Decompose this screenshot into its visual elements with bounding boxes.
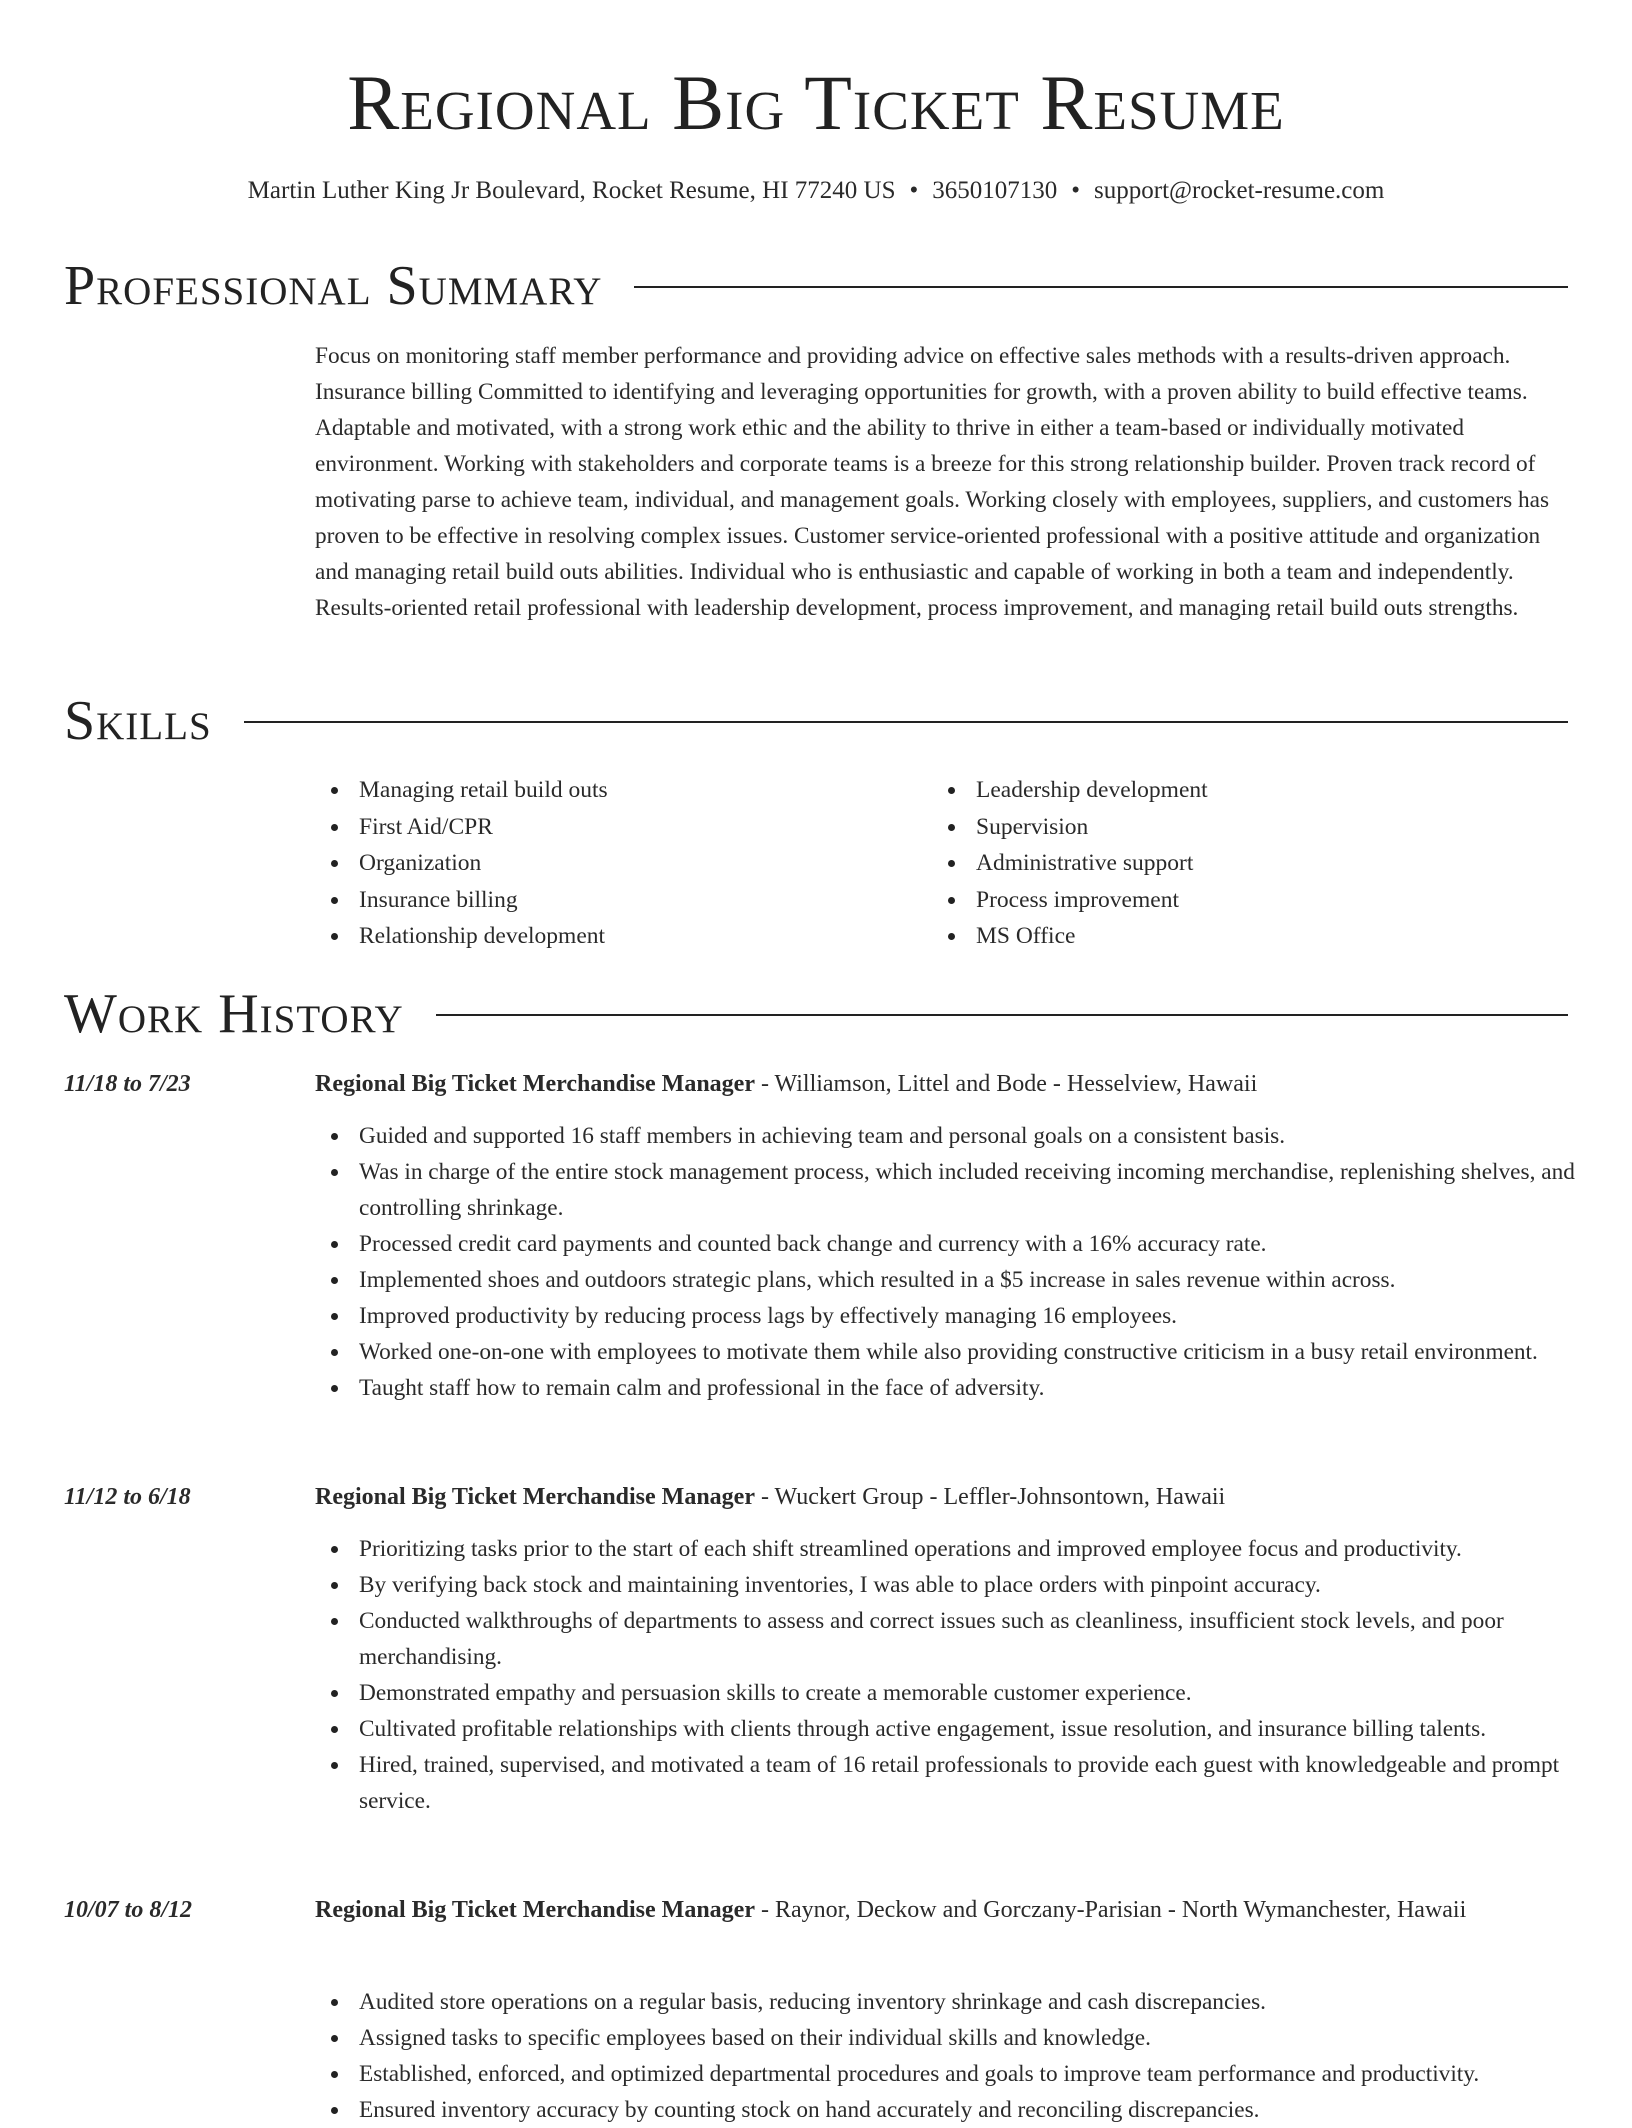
job-bullet: Processed credit card payments and counted back change and currency with a 16% accuracy rate. bbox=[359, 1226, 1615, 1262]
job-title: Regional Big Ticket Merchandise Manager bbox=[315, 1071, 755, 1097]
job-bullet: Was in charge of the entire stock management process, which included receiving incoming merchandise, replenishing shelves, and controlling shrinkage. bbox=[359, 1154, 1615, 1226]
skills-list-right bbox=[932, 772, 1208, 955]
job-bullet: Implemented shoes and outdoors strategic plans, which resulted in a $5 increase in sales revenue within across. bbox=[359, 1262, 1615, 1298]
job-bullet: Assigned tasks to specific employees based on their individual skills and knowledge. bbox=[359, 2020, 1615, 2056]
job-bullet: Taught staff how to remain calm and professional in the face of adversity. bbox=[359, 1370, 1615, 1406]
section-divider bbox=[436, 1014, 1568, 1016]
job-dates: 11/18 to 7/23 bbox=[64, 1071, 191, 1097]
skill-item: Process improvement bbox=[976, 882, 1208, 919]
job-bullet: Prioritizing tasks prior to the start of each shift streamlined operations and improved employee focus and productivity. bbox=[359, 1531, 1615, 1567]
summary-section-header bbox=[64, 254, 1568, 318]
contact-line bbox=[0, 174, 1632, 208]
skills-heading: Skills bbox=[64, 690, 212, 752]
skill-item: First Aid/CPR bbox=[359, 809, 608, 846]
job-title: Regional Big Ticket Merchandise Manager bbox=[315, 1484, 755, 1510]
skill-item: Leadership development bbox=[976, 772, 1208, 809]
job-bullet: Guided and supported 16 staff members in achieving team and personal goals on a consistent basis. bbox=[359, 1118, 1615, 1154]
job-bullets bbox=[315, 1984, 1615, 2128]
job-bullet: Conducted walkthroughs of departments to assess and correct issues such as cleanliness, insufficient stock levels, and poor merchandising. bbox=[359, 1603, 1615, 1675]
contact-email: support@rocket-resume.com bbox=[1094, 177, 1385, 204]
contact-address: Martin Luther King Jr Boulevard, Rocket Resume, HI 77240 US bbox=[247, 177, 896, 204]
skill-item: Relationship development bbox=[359, 918, 608, 955]
skills-section-header bbox=[64, 689, 1568, 753]
job-dates: 10/07 to 8/12 bbox=[64, 1897, 193, 1923]
contact-separator: • bbox=[1071, 177, 1081, 204]
resume-name: Regional Big Ticket Resume bbox=[347, 59, 1285, 146]
job-bullets bbox=[315, 1118, 1615, 1406]
job-bullet: Established, enforced, and optimized departmental procedures and goals to improve team performance and productivity. bbox=[359, 2056, 1615, 2092]
section-divider bbox=[634, 286, 1568, 288]
work-heading: Work History bbox=[64, 983, 404, 1045]
summary-heading: Professional Summary bbox=[64, 255, 603, 317]
job-bullet: Cultivated profitable relationships with clients through active engagement, issue resolution, and insurance billing talents. bbox=[359, 1711, 1615, 1747]
skill-item: Insurance billing bbox=[359, 882, 608, 919]
job-header bbox=[315, 1477, 1571, 1517]
skill-item: Supervision bbox=[976, 809, 1208, 846]
job-dates: 11/12 to 6/18 bbox=[64, 1484, 191, 1510]
job-bullet: Worked one-on-one with employees to motivate them while also providing constructive criticism in a busy retail environment. bbox=[359, 1334, 1615, 1370]
summary-text: Focus on monitoring staff member performance and providing advice on effective sales methods with a results-driven approach. Insurance billing Committed to identifying and leveraging opportunities for growth, with a proven ability to build effective teams. Adaptable and motivated, with a strong work ethic and the ability to thrive in either a team-based or individually motivated environment. Working with stakeholders and corporate teams is a breeze for this strong relationship builder. Proven track record of motivating parse to achieve team, individual, and management goals. Working closely with employees, suppliers, and customers has proven to be effective in resolving complex issues. Customer service-oriented professional with a positive attitude and organization and managing retail build outs abilities. Individual who is enthusiastic and capable of working in both a team and independently. Results-oriented retail professional with leadership development, process improvement, and managing retail build outs strengths. bbox=[315, 343, 1550, 621]
job-bullet: By verifying back stock and maintaining inventories, I was able to place orders with pinpoint accuracy. bbox=[359, 1567, 1615, 1603]
job-bullet: Ensured inventory accuracy by counting stock on hand accurately and reconciling discrepancies. bbox=[359, 2092, 1615, 2128]
skill-item: Organization bbox=[359, 845, 608, 882]
skill-item: MS Office bbox=[976, 918, 1208, 955]
work-section-header bbox=[64, 982, 1568, 1046]
section-divider bbox=[244, 721, 1568, 723]
job-details: - Wuckert Group - Leffler-Johnsontown, Hawaii bbox=[754, 1484, 1226, 1510]
skills-list-left bbox=[315, 772, 608, 955]
job-title: Regional Big Ticket Merchandise Manager bbox=[315, 1897, 755, 1923]
job-details: - Raynor, Deckow and Gorczany-Parisian - North Wymanchester, Hawaii bbox=[754, 1897, 1467, 1923]
job-bullet: Audited store operations on a regular basis, reducing inventory shrinkage and cash discrepancies. bbox=[359, 1984, 1615, 2020]
job-header bbox=[315, 1890, 1571, 1930]
contact-separator: • bbox=[909, 177, 919, 204]
skill-item: Managing retail build outs bbox=[359, 772, 608, 809]
job-bullet: Demonstrated empathy and persuasion skills to create a memorable customer experience. bbox=[359, 1675, 1615, 1711]
contact-phone: 3650107130 bbox=[932, 177, 1058, 204]
job-bullet: Hired, trained, supervised, and motivated a team of 16 retail professionals to provide each guest with knowledgeable and prompt service. bbox=[359, 1747, 1615, 1819]
job-bullet: Improved productivity by reducing process lags by effectively managing 16 employees. bbox=[359, 1298, 1615, 1334]
job-details: - Williamson, Littel and Bode - Hesselview, Hawaii bbox=[754, 1071, 1258, 1097]
job-bullets bbox=[315, 1531, 1615, 1819]
job-header bbox=[315, 1064, 1571, 1104]
skill-item: Administrative support bbox=[976, 845, 1208, 882]
